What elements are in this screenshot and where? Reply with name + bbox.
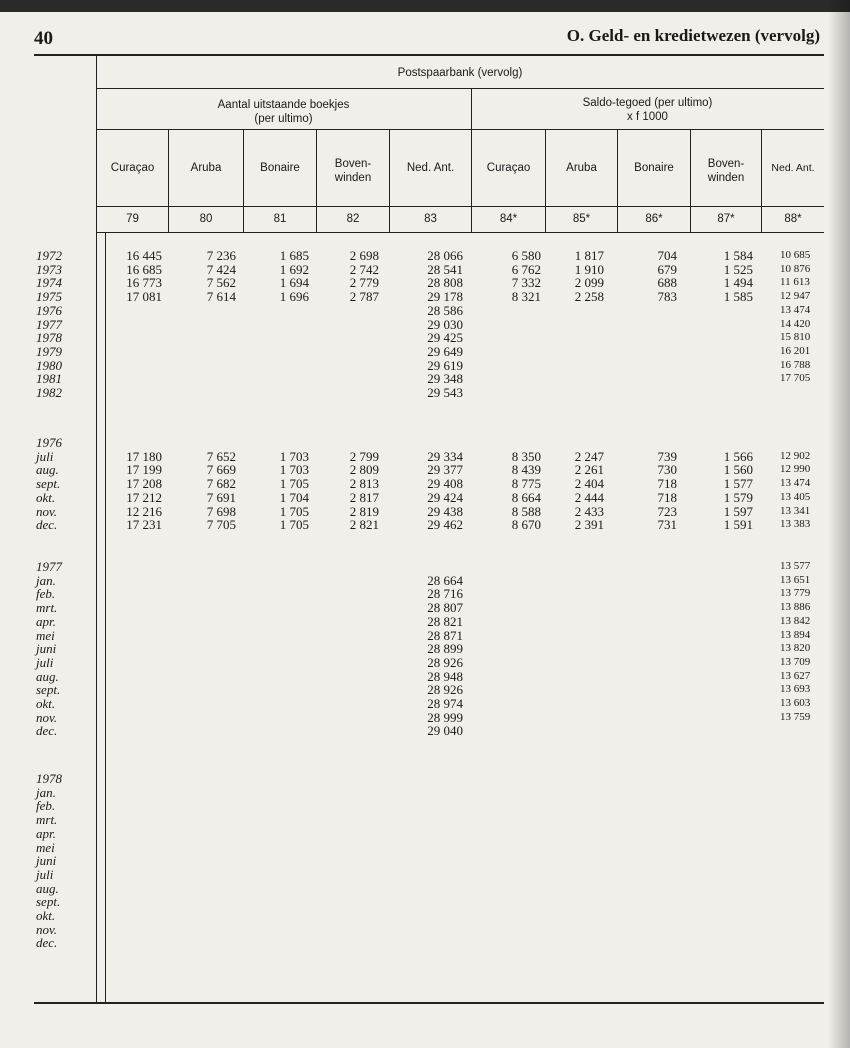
col-divider-6 [545,129,546,232]
row-label: jan. [36,784,56,800]
row-label: juni [36,853,57,869]
table-cell: 28 926 [427,682,463,698]
table-cell: 723 [657,503,677,519]
table-cell: 1 525 [723,261,753,277]
column-header: Ned. Ant. [771,162,815,174]
table-cell: 17 199 [126,462,162,478]
table-cell: 17 231 [126,517,162,533]
row-label: mei [36,839,55,855]
group-header-rule [96,129,824,130]
table-cell: 1 494 [723,275,753,291]
row-label: dec. [36,517,58,533]
table-cell: 2 444 [574,489,604,505]
table-cell: 783 [657,289,677,305]
row-label: 1979 [36,343,62,359]
row-label: nov. [36,503,58,519]
row-label: okt. [36,489,56,505]
super-header-rule [96,88,824,89]
table-cell: 10 876 [780,262,811,275]
table-cell: 14 420 [780,317,811,330]
table-cell: 13 779 [780,587,811,600]
table-cell: 1 694 [279,275,309,291]
table-cell: 2 391 [574,517,604,533]
head-rule [34,54,824,56]
table-cell: 13 886 [780,601,811,614]
table-cell: 10 685 [780,249,811,261]
row-label: 1977 [36,316,62,332]
table-cell: 730 [657,462,677,478]
row-label: juli [36,654,54,670]
table-cell: 29 649 [427,343,463,359]
table-cell: 688 [657,275,677,291]
table-cell: 718 [657,476,677,492]
table-cell: 2 813 [349,476,379,492]
table-cell: 739 [657,448,677,464]
table-cell: 28 807 [427,600,463,616]
row-label: mei [36,627,55,643]
table-cell: 28 899 [427,641,463,657]
row-label: 1976 [36,302,62,318]
table-cell: 29 040 [427,723,463,739]
row-label: 1972 [36,248,62,263]
table-cell: 8 588 [511,503,541,519]
column-number: 83 [424,213,437,225]
table-cell: 13 627 [780,669,811,682]
table-cell: 13 894 [780,628,811,641]
table-cell: 731 [657,517,677,533]
col-divider-4 [389,129,390,232]
stub-rule [96,54,97,1002]
table-cell: 17 208 [126,476,162,492]
table-cell: 2 779 [349,275,379,291]
row-label: feb. [36,586,56,602]
column-header: Boven- winden [707,158,745,184]
table-cell: 1 705 [279,476,309,492]
table-cell: 29 348 [427,371,463,387]
table-cell: 29 425 [427,330,463,346]
table-cell: 1 705 [279,517,309,533]
table-cell: 8 775 [511,476,541,492]
table-cell: 2 258 [574,289,604,305]
column-number: 86* [645,213,663,225]
scan-edge [0,0,850,12]
table-cell: 16 685 [126,261,162,277]
column-number: 84* [499,213,518,225]
column-header: Ned. Ant. [406,162,455,174]
column-header: Aruba [566,162,597,174]
row-label: 1982 [36,385,62,400]
page-number: 40 [34,28,53,49]
table-cell: 1 585 [723,289,753,305]
table-cell: 1 692 [279,261,309,277]
column-header: Boven- winden [334,158,372,184]
row-label: mrt. [36,812,58,828]
table-cell: 28 821 [427,613,463,629]
column-header: Aruba [190,162,222,174]
column-header: Bonaire [634,162,674,174]
row-label: dec. [36,935,58,951]
table-cell: 1 703 [279,462,309,478]
row-label: apr. [36,825,56,841]
table-cell: 1 584 [723,248,753,263]
table-cell: 17 705 [780,372,811,385]
table-cell: 29 377 [427,462,463,478]
table-cell: 7 652 [206,448,236,464]
table-cell: 29 334 [427,448,463,464]
table-cell: 1 703 [279,448,309,464]
table-cell: 2 247 [574,448,604,464]
page-fold-shadow [828,0,850,1048]
table-cell: 29 030 [427,316,463,332]
table-cell: 12 216 [126,503,162,519]
col-divider-1 [168,129,169,232]
row-label: nov. [36,709,58,725]
row-label: sept. [36,476,61,492]
table-cell: 2 742 [349,261,379,277]
table-cell: 11 613 [780,276,810,289]
row-label: aug. [36,880,59,896]
table-cell: 7 698 [206,503,236,519]
table-cell: 7 562 [206,275,236,291]
row-label: 1978 [36,771,62,786]
row-label: juli [36,448,54,464]
table-cell: 13 759 [780,710,811,723]
table-cell: 6 762 [511,261,541,277]
table-cell: 13 820 [780,642,811,655]
table-cell: 8 664 [511,489,541,505]
row-label: 1980 [36,357,62,373]
row-label: 1981 [36,371,62,387]
row-label: okt. [36,908,56,923]
row-label: 1977 [36,559,62,574]
row-label: jan. [36,572,56,588]
col-no-rule [96,232,824,233]
table-cell: 28 926 [427,654,463,670]
table-cell: 2 261 [574,462,604,478]
column-number: 82 [346,213,360,225]
table-cell: 7 236 [206,248,236,263]
table-cell: 28 066 [427,248,463,263]
table-cell: 29 438 [427,503,463,519]
column-number: 85* [572,213,591,225]
table-cell: 28 541 [427,261,463,277]
table-cell: 1 685 [279,248,309,263]
row-label: aug. [36,462,59,478]
table-cell: 7 614 [206,289,236,305]
table-cell: 16 788 [780,358,811,371]
table-cell: 13 405 [780,490,811,503]
table-cell: 13 651 [780,573,811,586]
column-header: Bonaire [260,162,300,174]
row-label: feb. [36,798,56,814]
row-label: sept. [36,682,61,698]
table-cell: 13 577 [780,560,811,572]
table-cell: 29 619 [427,357,463,373]
table-cell: 1 566 [723,448,753,464]
table-cell: 2 821 [349,517,379,533]
table-cell: 718 [657,489,677,505]
table-cell: 1 577 [723,476,753,492]
table-cell: 2 819 [349,503,379,519]
table-cell: 13 383 [780,518,811,531]
table-cell: 13 709 [780,655,811,668]
table-cell: 7 682 [206,476,236,492]
table-cell: 8 439 [511,462,541,478]
table-cell: 2 099 [574,275,604,291]
table-cell: 2 799 [349,448,379,464]
table-cell: 6 580 [511,248,541,263]
table-cell: 28 999 [427,709,463,725]
column-number: 88* [784,213,802,225]
table-cell: 28 586 [427,302,463,318]
table-cell: 12 902 [780,449,811,462]
table-cell: 2 698 [349,248,379,263]
row-label: juni [36,641,57,657]
table-cell: 704 [657,248,677,263]
row-label: aug. [36,668,59,684]
column-header: Curaçao [110,162,155,174]
table-cell: 16 201 [780,344,811,357]
row-label: apr. [36,613,56,629]
table-cell: 1 817 [574,248,604,263]
row-label: 1973 [36,261,62,277]
table-cell: 15 810 [780,331,811,344]
row-label: 1978 [36,330,62,346]
table-cell: 2 404 [574,476,604,492]
table-cell: 7 424 [206,261,236,277]
row-label: dec. [36,723,58,739]
column-number: 79 [126,213,139,225]
table-cell: 1 910 [574,261,604,277]
col-divider-2 [243,129,244,232]
bottom-rule [34,1002,824,1004]
row-label: nov. [36,921,58,937]
table-cell: 679 [657,261,677,277]
table-cell: 13 842 [780,614,811,627]
table-cell: 1 579 [723,489,753,505]
table-cell: 13 474 [780,303,811,316]
table-cell: 12 990 [780,463,811,476]
column-number: 80 [199,213,213,225]
table-cell: 29 543 [427,385,463,400]
col-divider-7 [617,129,618,232]
table-cell: 13 341 [780,504,811,517]
column-header: Curaçao [486,162,531,174]
table-cell: 1 591 [723,517,753,533]
table-cell: 1 705 [279,503,309,519]
table-cell: 1 704 [279,489,309,505]
table-cell: 7 669 [206,462,236,478]
table-cell: 28 808 [427,275,463,291]
table-cell: 8 321 [511,289,541,305]
table-cell: 12 947 [780,290,811,303]
table-cell: 28 871 [427,627,463,643]
running-head: O. Geld- en kredietwezen (vervolg) [566,26,820,45]
table-cell: 1 696 [279,289,309,305]
table-cell: 2 817 [349,489,379,505]
table-cell: 28 664 [427,572,463,588]
col-header-rule [96,206,824,207]
table-cell: 29 462 [427,517,463,533]
group-header-left: Aantal uitstaande boekjes (per ultimo) [217,99,350,125]
table-cell: 8 670 [511,517,541,533]
col-divider-9 [761,129,762,232]
table-cell: 8 350 [511,448,541,464]
stub-rule-inner [105,232,106,1002]
table-cell: 17 212 [126,489,162,505]
table-cell: 28 948 [427,668,463,684]
table-cell: 29 178 [427,289,463,305]
row-label: mrt. [36,600,58,616]
row-label: okt. [36,696,56,711]
table-cell: 13 693 [780,683,811,696]
super-header: Postspaarbank (vervolg) [397,67,523,79]
table-cell: 13 603 [780,697,811,709]
table-cell: 16 773 [126,275,162,291]
table-cell: 2 433 [574,503,604,519]
table-cell: 2 809 [349,462,379,478]
table-cell: 7 332 [511,275,541,291]
row-label: 1974 [36,275,62,291]
table-cell: 2 787 [349,289,379,305]
group-header-right: Saldo-tegoed (per ultimo) x f 1000 [582,97,713,123]
row-label: 1976 [36,435,62,450]
table-cell: 29 424 [427,489,463,505]
table-cell: 1 597 [723,503,753,519]
table-cell: 7 705 [206,517,236,533]
row-label: sept. [36,894,61,910]
table-cell: 17 180 [126,448,162,464]
column-number: 81 [273,213,287,225]
table-cell: 17 081 [126,289,162,305]
row-label: juli [36,866,54,882]
table-cell: 7 691 [206,489,236,505]
table-cell: 13 474 [780,477,811,490]
table-cell: 16 445 [126,248,162,263]
row-label: 1975 [36,289,62,305]
table-cell: 28 974 [427,696,463,711]
table-cell: 28 716 [427,586,463,602]
table-cell: 29 408 [427,476,463,492]
table-cell: 1 560 [723,462,753,478]
column-number: 87* [717,213,735,225]
